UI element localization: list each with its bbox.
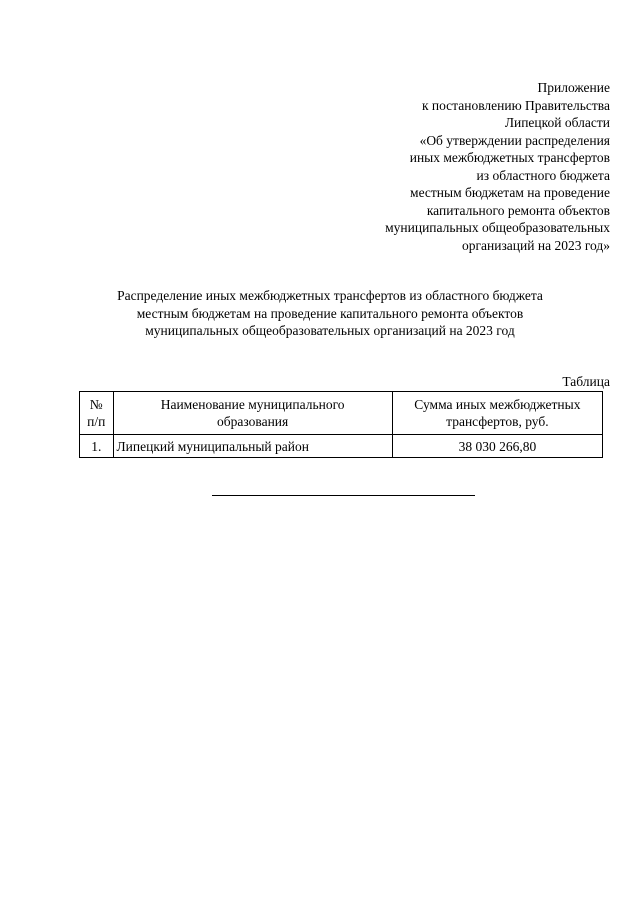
appendix-line: из областного бюджета bbox=[476, 167, 610, 183]
appendix-line: к постановлению Правительства bbox=[421, 97, 610, 113]
header-municipality bbox=[113, 392, 392, 435]
table-label: Таблица bbox=[562, 374, 610, 389]
title-line: местным бюджетам на проведение капитального ремонта объектов bbox=[136, 305, 524, 321]
appendix-line: «Об утверждении распределения bbox=[419, 132, 610, 148]
distribution-table bbox=[79, 391, 603, 458]
header-number-line2: п/п bbox=[87, 414, 106, 429]
appendix-line: иных межбюджетных трансфертов bbox=[409, 150, 610, 165]
row-number: 1. bbox=[80, 435, 114, 458]
header-amount-line1: Сумма иных межбюджетных bbox=[414, 397, 581, 412]
appendix-line: местным бюджетам на проведение bbox=[410, 185, 610, 200]
appendix-line: муниципальных общеобразовательных bbox=[385, 220, 610, 235]
header-municipality-line2: образования bbox=[217, 414, 289, 429]
appendix-line: Липецкой области bbox=[504, 115, 610, 130]
appendix-header bbox=[310, 79, 610, 254]
header-amount bbox=[392, 392, 602, 435]
closing-divider bbox=[212, 495, 475, 496]
appendix-line: Приложение bbox=[537, 80, 610, 95]
title-line: Распределение иных межбюджетных трансфертов из областного бюджета bbox=[117, 288, 543, 303]
header-number-line1: № bbox=[89, 397, 103, 412]
table-header-row bbox=[80, 392, 603, 435]
row-amount: 38 030 266,80 bbox=[392, 435, 602, 458]
appendix-line: организаций на 2023 год» bbox=[462, 237, 610, 253]
header-number bbox=[80, 392, 114, 435]
document-title bbox=[80, 287, 580, 340]
table-row bbox=[80, 435, 603, 458]
header-municipality-line1: Наименование муниципального bbox=[160, 397, 345, 412]
appendix-line: капитального ремонта объектов bbox=[426, 202, 610, 218]
title-line: муниципальных общеобразовательных организаций на 2023 год bbox=[145, 323, 515, 338]
header-amount-line2: трансфертов, руб. bbox=[446, 414, 549, 429]
row-municipality: Липецкий муниципальный район bbox=[113, 435, 392, 458]
